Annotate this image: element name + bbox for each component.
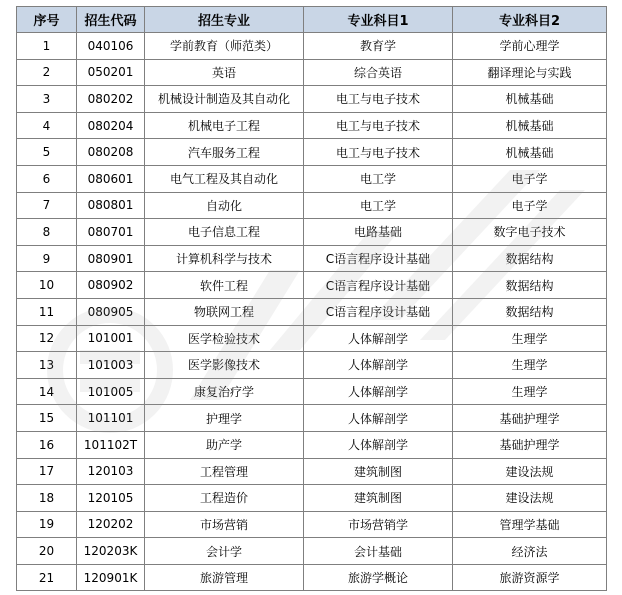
table-row	[17, 59, 607, 86]
cell-subject-2: 机械基础	[453, 86, 607, 113]
cell-code: 101001	[77, 325, 145, 352]
cell-major: 会计学	[145, 538, 304, 565]
cell-index: 11	[17, 298, 77, 325]
cell-index: 18	[17, 485, 77, 512]
cell-subject-1: 电工与电子技术	[304, 86, 453, 113]
cell-subject-2: 机械基础	[453, 112, 607, 139]
cell-subject-1: 综合英语	[304, 59, 453, 86]
cell-major: 计算机科学与技术	[145, 245, 304, 272]
cell-index: 3	[17, 86, 77, 113]
table-row	[17, 272, 607, 299]
cell-subject-1: 电工学	[304, 165, 453, 192]
cell-subject-2: 生理学	[453, 378, 607, 405]
cell-index: 2	[17, 59, 77, 86]
table-row	[17, 86, 607, 113]
cell-subject-2: 电子学	[453, 192, 607, 219]
cell-code: 080902	[77, 272, 145, 299]
table-row	[17, 458, 607, 485]
cell-index: 7	[17, 192, 77, 219]
cell-subject-1: 建筑制图	[304, 458, 453, 485]
cell-code: 120202	[77, 511, 145, 538]
cell-subject-1: 教育学	[304, 33, 453, 60]
cell-subject-1: 市场营销学	[304, 511, 453, 538]
table-row	[17, 485, 607, 512]
table-row	[17, 405, 607, 432]
cell-code: 050201	[77, 59, 145, 86]
cell-major: 机械设计制造及其自动化	[145, 86, 304, 113]
cell-major: 医学检验技术	[145, 325, 304, 352]
cell-index: 6	[17, 165, 77, 192]
cell-subject-2: 旅游资源学	[453, 564, 607, 591]
cell-subject-2: 建设法规	[453, 458, 607, 485]
cell-subject-2: 基础护理学	[453, 405, 607, 432]
header-subject-2: 专业科目2	[453, 7, 607, 33]
cell-major: 机械电子工程	[145, 112, 304, 139]
cell-subject-1: 电路基础	[304, 219, 453, 246]
cell-major: 自动化	[145, 192, 304, 219]
cell-index: 9	[17, 245, 77, 272]
cell-code: 080601	[77, 165, 145, 192]
table-row	[17, 112, 607, 139]
table-row	[17, 245, 607, 272]
cell-subject-2: 建设法规	[453, 485, 607, 512]
cell-index: 15	[17, 405, 77, 432]
cell-subject-2: 翻译理论与实践	[453, 59, 607, 86]
header-code: 招生代码	[77, 7, 145, 33]
cell-subject-2: 经济法	[453, 538, 607, 565]
cell-code: 080208	[77, 139, 145, 166]
cell-code: 120105	[77, 485, 145, 512]
table-row	[17, 431, 607, 458]
cell-code: 080901	[77, 245, 145, 272]
cell-subject-1: 人体解剖学	[304, 405, 453, 432]
cell-subject-2: 学前心理学	[453, 33, 607, 60]
cell-subject-2: 生理学	[453, 352, 607, 379]
cell-subject-2: 数据结构	[453, 245, 607, 272]
cell-major: 电气工程及其自动化	[145, 165, 304, 192]
header-subject-1: 专业科目1	[304, 7, 453, 33]
cell-subject-2: 数字电子技术	[453, 219, 607, 246]
header-row	[17, 7, 607, 33]
table-row	[17, 378, 607, 405]
cell-subject-1: 电工与电子技术	[304, 112, 453, 139]
cell-subject-1: 建筑制图	[304, 485, 453, 512]
cell-code: 120901K	[77, 564, 145, 591]
cell-index: 13	[17, 352, 77, 379]
cell-major: 工程管理	[145, 458, 304, 485]
table-row	[17, 219, 607, 246]
cell-subject-1: 人体解剖学	[304, 431, 453, 458]
cell-major: 学前教育（师范类）	[145, 33, 304, 60]
cell-index: 12	[17, 325, 77, 352]
cell-code: 080801	[77, 192, 145, 219]
cell-subject-1: C语言程序设计基础	[304, 245, 453, 272]
cell-major: 助产学	[145, 431, 304, 458]
cell-subject-2: 机械基础	[453, 139, 607, 166]
cell-major: 英语	[145, 59, 304, 86]
table-row	[17, 298, 607, 325]
cell-major: 工程造价	[145, 485, 304, 512]
cell-subject-2: 数据结构	[453, 272, 607, 299]
cell-subject-2: 数据结构	[453, 298, 607, 325]
table-row	[17, 165, 607, 192]
cell-index: 20	[17, 538, 77, 565]
table-row	[17, 511, 607, 538]
cell-subject-2: 电子学	[453, 165, 607, 192]
cell-subject-2: 基础护理学	[453, 431, 607, 458]
cell-index: 14	[17, 378, 77, 405]
cell-index: 4	[17, 112, 77, 139]
cell-major: 医学影像技术	[145, 352, 304, 379]
table-row	[17, 564, 607, 591]
cell-subject-1: 电工与电子技术	[304, 139, 453, 166]
cell-subject-2: 管理学基础	[453, 511, 607, 538]
cell-code: 120203K	[77, 538, 145, 565]
cell-code: 080202	[77, 86, 145, 113]
cell-major: 物联网工程	[145, 298, 304, 325]
cell-major: 康复治疗学	[145, 378, 304, 405]
cell-code: 080204	[77, 112, 145, 139]
table-row	[17, 139, 607, 166]
cell-subject-1: 会计基础	[304, 538, 453, 565]
cell-subject-1: 旅游学概论	[304, 564, 453, 591]
cell-code: 080905	[77, 298, 145, 325]
cell-major: 汽车服务工程	[145, 139, 304, 166]
cell-index: 17	[17, 458, 77, 485]
cell-subject-2: 生理学	[453, 325, 607, 352]
cell-index: 5	[17, 139, 77, 166]
major-subject-table	[16, 6, 607, 591]
header-index: 序号	[17, 7, 77, 33]
cell-code: 080701	[77, 219, 145, 246]
cell-code: 040106	[77, 33, 145, 60]
table-container	[16, 6, 607, 591]
cell-major: 软件工程	[145, 272, 304, 299]
cell-code: 101101	[77, 405, 145, 432]
table-row	[17, 325, 607, 352]
cell-index: 16	[17, 431, 77, 458]
cell-code: 101005	[77, 378, 145, 405]
cell-subject-1: 人体解剖学	[304, 378, 453, 405]
cell-major: 电子信息工程	[145, 219, 304, 246]
cell-subject-1: 人体解剖学	[304, 325, 453, 352]
table-row	[17, 33, 607, 60]
cell-subject-1: C语言程序设计基础	[304, 272, 453, 299]
cell-major: 旅游管理	[145, 564, 304, 591]
cell-index: 10	[17, 272, 77, 299]
table-row	[17, 192, 607, 219]
cell-subject-1: 人体解剖学	[304, 352, 453, 379]
cell-subject-1: 电工学	[304, 192, 453, 219]
cell-code: 120103	[77, 458, 145, 485]
cell-major: 护理学	[145, 405, 304, 432]
cell-index: 21	[17, 564, 77, 591]
cell-subject-1: C语言程序设计基础	[304, 298, 453, 325]
cell-major: 市场营销	[145, 511, 304, 538]
table-row	[17, 538, 607, 565]
table-row	[17, 352, 607, 379]
cell-code: 101003	[77, 352, 145, 379]
cell-index: 1	[17, 33, 77, 60]
header-major: 招生专业	[145, 7, 304, 33]
cell-code: 101102T	[77, 431, 145, 458]
cell-index: 8	[17, 219, 77, 246]
cell-index: 19	[17, 511, 77, 538]
